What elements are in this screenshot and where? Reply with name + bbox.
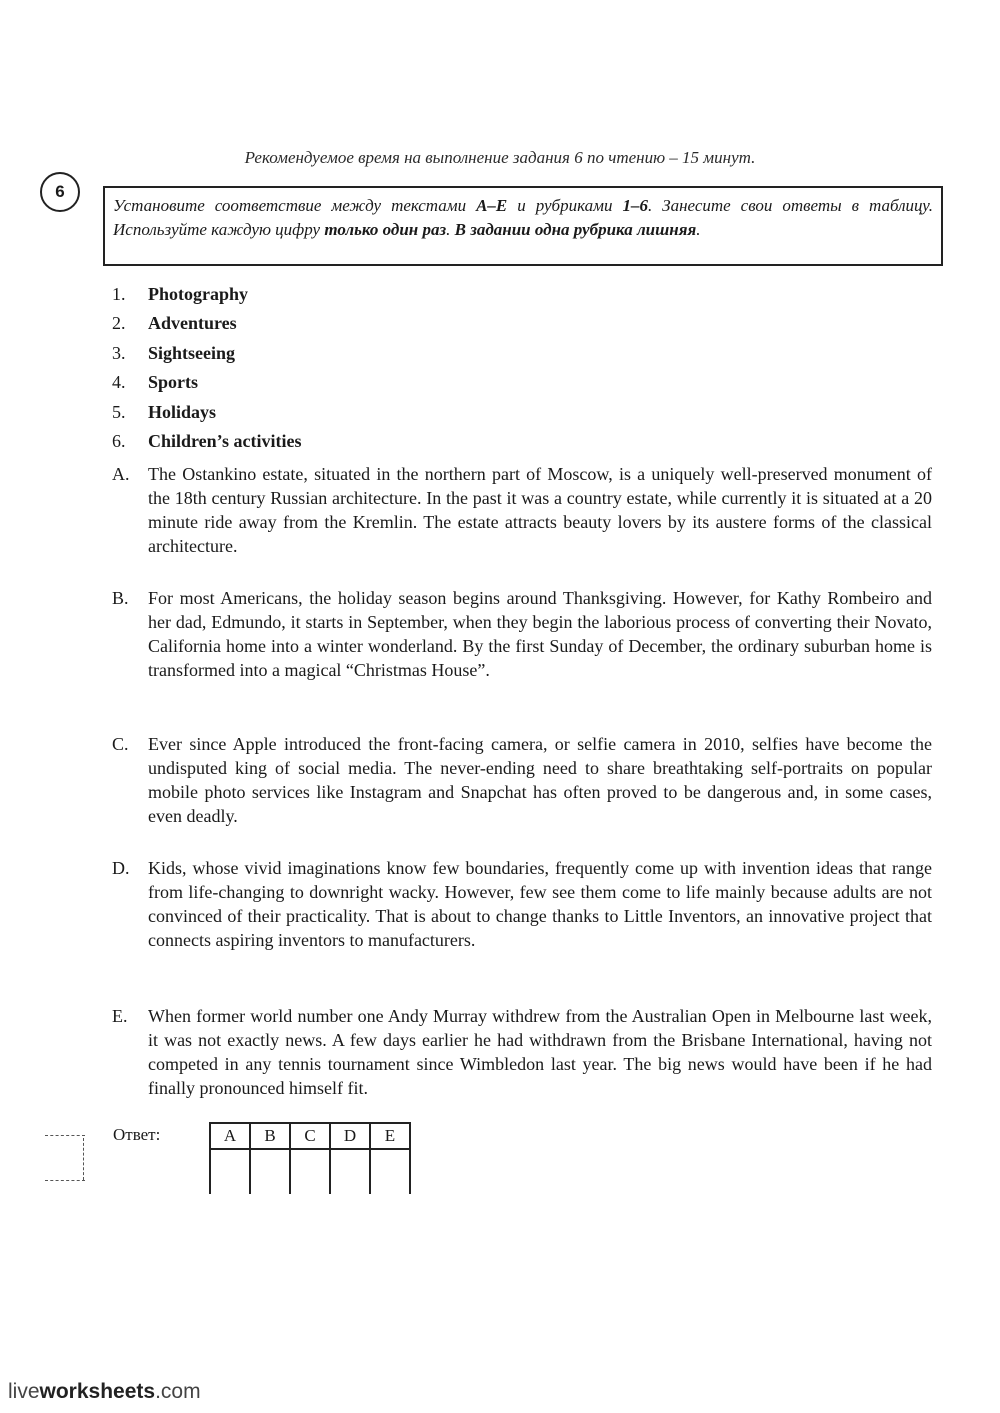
answer-column-header: A <box>210 1123 250 1149</box>
heading-number: 5. <box>112 401 126 422</box>
answer-column-header: E <box>370 1123 410 1149</box>
text-letter: D. <box>112 858 130 878</box>
heading-item <box>112 341 302 370</box>
recommended-time-note: Рекомендуемое время на выполнение задания 6 по чтению – 15 минут. <box>244 148 756 167</box>
heading-label: Children’s activities <box>148 430 302 451</box>
heading-label: Holidays <box>148 401 217 422</box>
heading-number: 4. <box>112 372 126 393</box>
answer-margin-mark <box>45 1180 85 1181</box>
text-a <box>112 462 932 558</box>
text-body: Ever since Apple introduced the front-facing camera, or selfie camera in 2010, selfies have become the undisputed king of social media. The never-ending need to share breathtaking self-portraits on popular mobile photo services like Instagram and Snapchat has often proved to be dangerous and, in some cases, even deadly. <box>148 734 932 826</box>
instruction-text: Установите соответствие между текстами <box>113 196 477 215</box>
text-e <box>112 1004 932 1100</box>
text-letter: E. <box>112 1006 128 1026</box>
heading-label: Sports <box>148 372 199 393</box>
heading-item <box>112 400 302 429</box>
heading-label: Sightseeing <box>148 342 236 363</box>
answer-cell-a[interactable] <box>210 1149 250 1194</box>
text-letter: B. <box>112 588 129 608</box>
heading-number: 1. <box>112 284 126 304</box>
instruction-bold: только один раз <box>324 220 447 239</box>
text-body: When former world number one Andy Murray withdrew from the Australian Open in Melbourne last week, it was not exactly news. A few days earlier he had withdrawn from the Brisbane International, having not competed in any tennis tournament since Wimbledon last year. The big news would have been if he had finally pronounced himself fit. <box>148 1006 932 1098</box>
instruction-bold: 1–6 <box>622 196 648 215</box>
text-body: Kids, whose vivid imaginations know few boundaries, frequently come up with invention ideas that range from life-changing to downright wacky. However, few see them come to life mainly because adults are not convinced of their practicality. That is about to change thanks to Little Inventors, an innovative project that connects aspiring inventors to manufacturers. <box>148 858 932 950</box>
task-number-badge: 6 <box>40 172 80 212</box>
heading-label: Adventures <box>148 313 237 334</box>
instruction-bold: В задании одна рубрика лишняя <box>454 220 697 239</box>
liveworksheets-logo <box>8 1380 201 1404</box>
brand-name: worksheets <box>39 1380 156 1403</box>
text-letter: C. <box>112 734 129 754</box>
heading-label: Photography <box>148 284 249 304</box>
answer-cell-e[interactable] <box>370 1149 410 1194</box>
text-c <box>112 732 932 828</box>
answer-area <box>45 1122 425 1202</box>
instruction-text: . Занесите свои ответы в таблицу. Используйте каждую цифру <box>113 196 933 239</box>
text-body: For most Americans, the holiday season begins around Thanksgiving. However, for Kathy Rombeiro and her dad, Edmundo, it starts in September, when they begin the laborious process of converting their Novato, California home into a winter wonderland. By the first Sunday of December, the ordinary suburban home is transformed into a magical “Christmas House”. <box>148 588 932 680</box>
answer-cell-c[interactable] <box>290 1149 330 1194</box>
answer-margin-mark <box>45 1135 85 1136</box>
instruction-bold: A–E <box>476 196 508 215</box>
text-d <box>112 856 932 952</box>
instruction-box <box>103 186 943 266</box>
heading-item <box>112 429 302 458</box>
instruction-text: . <box>446 220 455 239</box>
heading-item <box>112 311 302 340</box>
answer-cell-b[interactable] <box>250 1149 290 1194</box>
answer-column-header: C <box>290 1123 330 1149</box>
heading-number: 6. <box>112 430 126 451</box>
brand-suffix: .com <box>155 1380 201 1403</box>
answer-column-header: B <box>250 1123 290 1149</box>
heading-item <box>112 282 302 311</box>
heading-number: 2. <box>112 313 126 334</box>
answer-table <box>209 1122 411 1194</box>
heading-item <box>112 370 302 399</box>
text-b <box>112 586 932 682</box>
text-letter: A. <box>112 464 130 484</box>
heading-number: 3. <box>112 342 126 363</box>
brand-prefix: live <box>8 1380 40 1403</box>
answer-input-row <box>210 1149 410 1194</box>
text-body: The Ostankino estate, situated in the northern part of Moscow, is a uniquely well-preserved monument of the 18th century Russian architecture. In the past it was a country estate, while currently it is situated at a 20 minute ride away from the Kremlin. The estate attracts beauty lovers by its austere forms of the classical architecture. <box>148 464 932 556</box>
answer-column-header: D <box>330 1123 370 1149</box>
answer-label: Ответ: <box>113 1125 161 1144</box>
answer-header-row <box>210 1123 410 1149</box>
answer-cell-d[interactable] <box>330 1149 370 1194</box>
answer-margin-mark <box>83 1138 84 1180</box>
headings-list <box>112 282 302 458</box>
instruction-text: и рубриками <box>507 196 623 215</box>
instruction-text: . <box>696 220 701 239</box>
